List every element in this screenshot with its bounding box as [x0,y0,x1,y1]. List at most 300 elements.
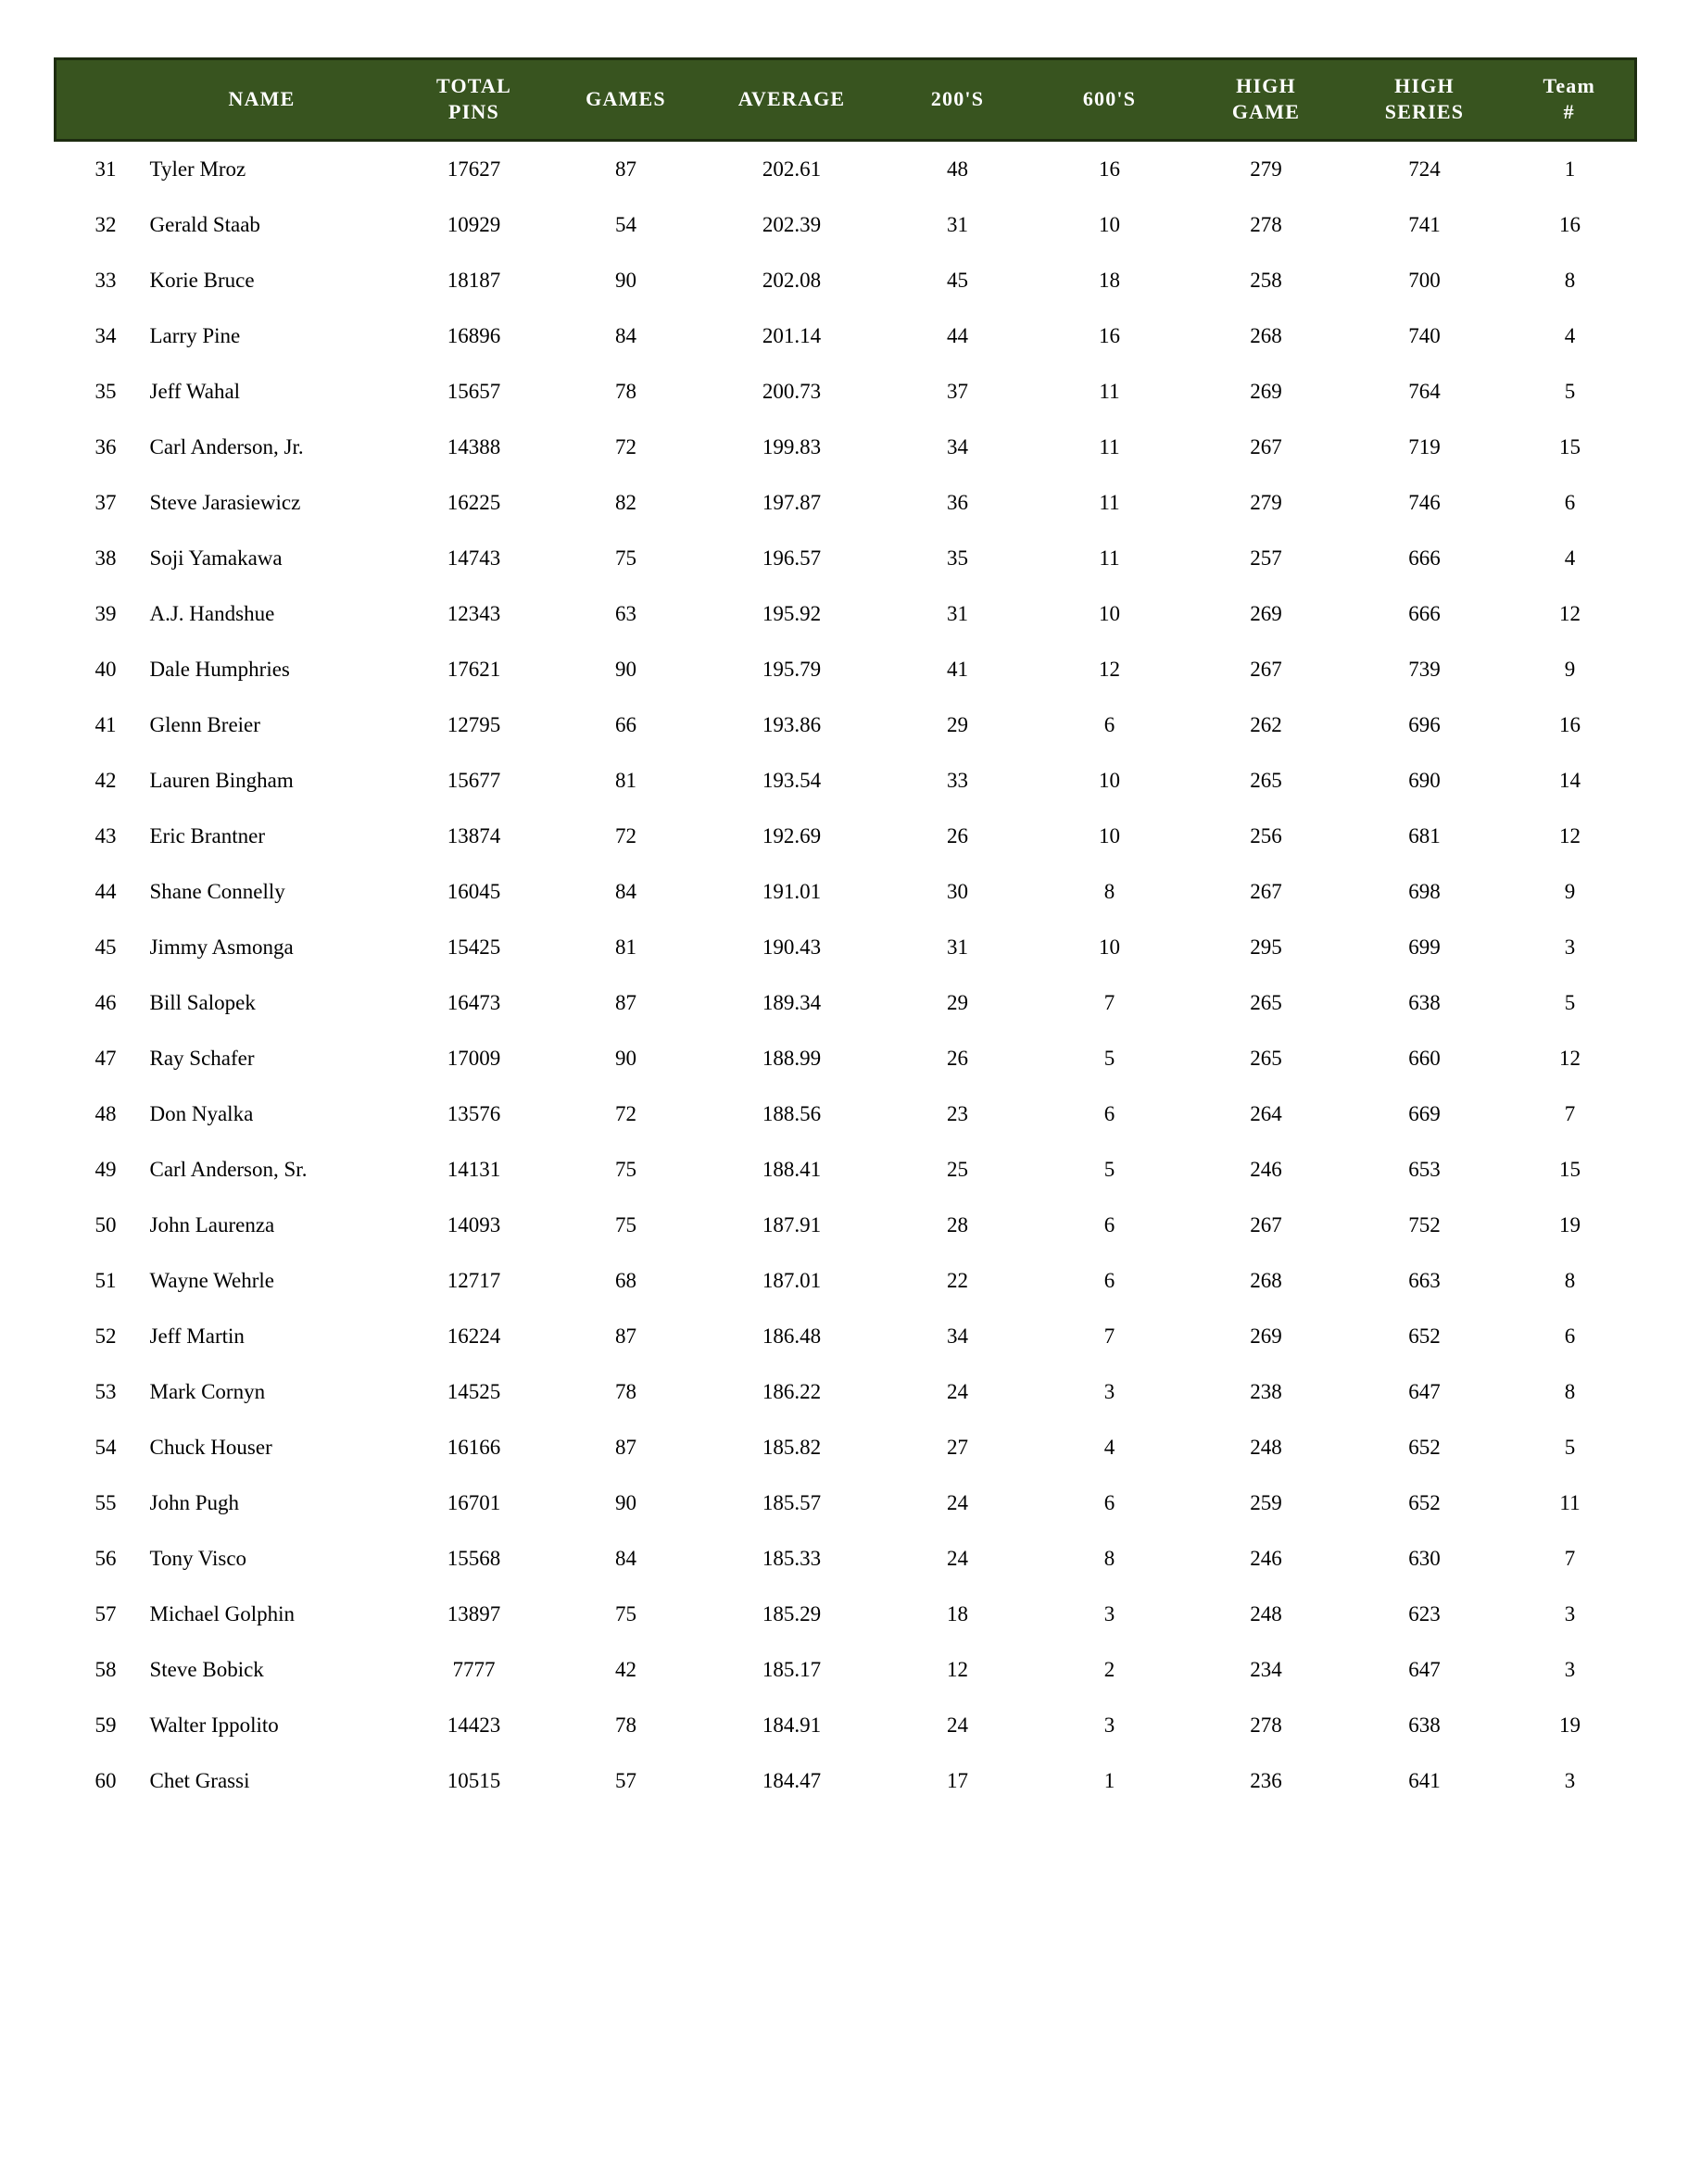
cell-name: Larry Pine [149,324,241,347]
cell-high-game: 269 [1250,380,1282,403]
cell-games: 75 [615,546,636,570]
cell-600s: 10 [1099,213,1120,236]
table-row [56,1142,1636,1198]
cell-name: Bill Salopek [149,991,256,1014]
cell-high-series: 740 [1408,324,1441,347]
cell-200s: 28 [947,1213,968,1236]
table-row [56,864,1636,920]
cell-name: Tony Visco [149,1547,247,1570]
table-row [56,531,1636,586]
table-row [56,197,1636,253]
cell-600s: 11 [1099,546,1120,570]
cell-high-game: 267 [1250,880,1282,903]
cell-games: 90 [615,1047,636,1070]
cell-team: 16 [1559,213,1581,236]
cell-name: Gerald Staab [149,213,260,236]
table-row [56,697,1636,753]
cell-total-pins: 12343 [447,602,501,625]
table-row [56,1475,1636,1531]
cell-games: 42 [615,1658,636,1681]
cell-average: 193.86 [762,713,822,736]
cell-high-series: 652 [1408,1324,1441,1348]
cell-average: 185.29 [762,1602,822,1625]
cell-name: Jeff Martin [149,1324,245,1348]
cell-total-pins: 13897 [447,1602,501,1625]
cell-600s: 11 [1099,380,1120,403]
column-header-total-pins-line2: PINS [448,99,499,123]
cell-name: Walter Ippolito [149,1713,279,1737]
cell-600s: 6 [1103,1269,1115,1292]
cell-high-game: 238 [1250,1380,1282,1403]
cell-name: Korie Bruce [149,269,255,292]
cell-name: Jeff Wahal [149,380,241,403]
cell-name: Michael Golphin [149,1602,295,1625]
table-row [56,364,1636,420]
cell-high-series: 641 [1408,1769,1441,1792]
cell-200s: 25 [947,1158,968,1181]
cell-600s: 12 [1099,658,1120,681]
cell-high-series: 696 [1408,713,1441,736]
cell-average: 186.48 [762,1324,822,1348]
cell-high-series: 638 [1408,1713,1441,1737]
cell-name: Lauren Bingham [149,769,294,792]
cell-200s: 34 [947,1324,968,1348]
cell-rank: 56 [94,1547,117,1570]
cell-high-game: 269 [1250,1324,1282,1348]
cell-200s: 17 [947,1769,968,1792]
cell-high-game: 268 [1250,324,1282,347]
cell-high-game: 259 [1250,1491,1282,1514]
cell-team: 4 [1564,324,1576,347]
cell-high-game: 262 [1250,713,1282,736]
cell-games: 78 [615,1713,636,1737]
cell-200s: 26 [947,824,968,847]
table-row [56,586,1636,642]
cell-high-game: 236 [1250,1769,1282,1792]
cell-average: 201.14 [762,324,822,347]
cell-total-pins: 15425 [447,935,501,959]
column-header-team-line2: # [1563,99,1575,123]
cell-high-game: 278 [1250,213,1282,236]
cell-name: John Pugh [149,1491,239,1514]
column-header-high-game [1188,59,1345,141]
table-row [56,753,1636,809]
cell-name: Carl Anderson, Sr. [149,1158,308,1181]
cell-rank: 59 [94,1713,117,1737]
cell-team: 6 [1564,491,1576,514]
table-row [56,1253,1636,1309]
cell-600s: 7 [1103,991,1115,1014]
cell-games: 82 [615,491,636,514]
cell-200s: 29 [947,713,968,736]
cell-600s: 10 [1099,824,1120,847]
cell-high-game: 279 [1250,491,1282,514]
cell-average: 188.56 [762,1102,822,1125]
cell-200s: 34 [947,435,968,458]
cell-average: 193.54 [762,769,822,792]
table-row [56,308,1636,364]
cell-games: 75 [615,1213,636,1236]
table-header [56,59,1636,141]
cell-200s: 29 [947,991,968,1014]
cell-600s: 6 [1103,1491,1115,1514]
cell-average: 185.17 [762,1658,822,1681]
cell-high-series: 630 [1408,1547,1441,1570]
cell-games: 57 [615,1769,636,1792]
cell-high-game: 268 [1250,1269,1282,1292]
cell-games: 75 [615,1158,636,1181]
cell-rank: 49 [94,1158,117,1181]
cell-200s: 36 [947,491,968,514]
cell-average: 184.47 [762,1769,822,1792]
table-row [56,253,1636,308]
table-row [56,1086,1636,1142]
table-row [56,975,1636,1031]
cell-rank: 36 [94,435,117,458]
cell-total-pins: 15657 [447,380,501,403]
cell-total-pins: 16166 [447,1436,501,1459]
cell-games: 87 [615,157,636,181]
cell-200s: 26 [947,1047,968,1070]
cell-total-pins: 13576 [447,1102,501,1125]
cell-high-game: 267 [1250,1213,1282,1236]
cell-total-pins: 15568 [447,1547,501,1570]
cell-600s: 11 [1099,491,1120,514]
cell-games: 63 [615,602,636,625]
cell-name: Shane Connelly [149,880,285,903]
cell-games: 78 [615,1380,636,1403]
cell-average: 192.69 [762,824,822,847]
cell-high-game: 279 [1250,157,1282,181]
cell-name: Tyler Mroz [149,157,246,181]
cell-name: Eric Brantner [149,824,266,847]
cell-team: 9 [1564,658,1576,681]
column-header-name: NAME [128,59,397,141]
cell-600s: 10 [1099,935,1120,959]
cell-average: 199.83 [762,435,822,458]
cell-rank: 46 [94,991,117,1014]
cell-600s: 6 [1103,1213,1115,1236]
cell-name: Ray Schafer [149,1047,255,1070]
column-header-high-series-line1: HIGH [1394,74,1455,97]
column-header-200s: 200'S [884,59,1032,141]
cell-games: 84 [615,1547,636,1570]
cell-team: 7 [1564,1102,1576,1125]
cell-average: 185.82 [762,1436,822,1459]
cell-600s: 6 [1103,1102,1115,1125]
cell-average: 202.08 [762,269,822,292]
table-row [56,1531,1636,1587]
cell-rank: 45 [94,935,117,959]
cell-rank: 43 [94,824,117,847]
cell-rank: 53 [94,1380,117,1403]
cell-team: 8 [1564,1269,1576,1292]
cell-600s: 6 [1103,713,1115,736]
cell-600s: 5 [1103,1047,1115,1070]
cell-high-series: 700 [1408,269,1441,292]
cell-total-pins: 17627 [447,157,501,181]
cell-team: 19 [1559,1713,1581,1737]
column-header-high-series [1345,59,1505,141]
cell-team: 3 [1564,1658,1576,1681]
cell-high-game: 265 [1250,991,1282,1014]
cell-team: 5 [1564,991,1576,1014]
cell-total-pins: 13874 [447,824,501,847]
cell-games: 87 [615,991,636,1014]
cell-name: Carl Anderson, Jr. [149,435,304,458]
cell-200s: 31 [947,602,968,625]
cell-200s: 31 [947,213,968,236]
cell-total-pins: 16224 [447,1324,501,1348]
cell-team: 1 [1564,157,1576,181]
cell-600s: 3 [1103,1713,1115,1737]
cell-name: A.J. Handshue [149,602,275,625]
table-row [56,1587,1636,1642]
cell-600s: 16 [1099,157,1120,181]
cell-rank: 35 [94,380,117,403]
cell-name: Chet Grassi [149,1769,250,1792]
column-header-high-series-line2: SERIES [1384,99,1465,123]
cell-team: 12 [1559,602,1581,625]
cell-games: 68 [615,1269,636,1292]
table-row [56,1031,1636,1086]
cell-600s: 16 [1099,324,1120,347]
cell-200s: 24 [947,1547,968,1570]
cell-high-game: 246 [1250,1547,1282,1570]
cell-total-pins: 14423 [447,1713,501,1737]
column-header-600s: 600'S [1032,59,1188,141]
cell-name: Glenn Breier [149,713,260,736]
cell-games: 78 [615,380,636,403]
cell-600s: 3 [1103,1380,1115,1403]
cell-high-series: 638 [1408,991,1441,1014]
cell-high-game: 269 [1250,602,1282,625]
cell-team: 12 [1559,1047,1581,1070]
cell-600s: 5 [1103,1158,1115,1181]
cell-high-series: 752 [1408,1213,1441,1236]
cell-games: 84 [615,324,636,347]
cell-team: 15 [1559,1158,1581,1181]
cell-rank: 54 [94,1436,117,1459]
cell-total-pins: 17621 [447,658,501,681]
cell-team: 15 [1559,435,1581,458]
cell-team: 11 [1559,1491,1581,1514]
cell-team: 8 [1564,1380,1576,1403]
cell-team: 8 [1564,269,1576,292]
cell-name: Soji Yamakawa [149,546,283,570]
cell-team: 5 [1564,380,1576,403]
cell-high-game: 265 [1250,1047,1282,1070]
cell-200s: 37 [947,380,968,403]
cell-rank: 57 [94,1602,117,1625]
cell-games: 72 [615,1102,636,1125]
column-header-rank [56,59,128,141]
cell-games: 66 [615,713,636,736]
cell-200s: 27 [947,1436,968,1459]
cell-rank: 47 [94,1047,117,1070]
cell-high-game: 267 [1250,435,1282,458]
cell-average: 185.57 [762,1491,822,1514]
cell-200s: 35 [947,546,968,570]
cell-name: John Laurenza [149,1213,275,1236]
cell-total-pins: 7777 [452,1658,496,1681]
cell-rank: 32 [94,213,117,236]
cell-rank: 41 [94,713,117,736]
cell-average: 202.39 [762,213,822,236]
cell-200s: 31 [947,935,968,959]
cell-high-game: 246 [1250,1158,1282,1181]
cell-games: 87 [615,1436,636,1459]
cell-high-game: 267 [1250,658,1282,681]
cell-600s: 3 [1103,1602,1115,1625]
table-row [56,1753,1636,1809]
cell-high-game: 258 [1250,269,1282,292]
cell-high-series: 623 [1408,1602,1441,1625]
cell-games: 90 [615,1491,636,1514]
column-header-high-game-line2: GAME [1231,99,1301,123]
cell-200s: 45 [947,269,968,292]
cell-total-pins: 10515 [447,1769,501,1792]
cell-high-series: 698 [1408,880,1441,903]
table-row [56,642,1636,697]
cell-600s: 18 [1099,269,1120,292]
cell-high-series: 666 [1408,546,1441,570]
cell-200s: 24 [947,1380,968,1403]
cell-200s: 44 [947,324,968,347]
cell-200s: 12 [947,1658,968,1681]
cell-600s: 8 [1103,880,1115,903]
cell-total-pins: 18187 [447,269,501,292]
cell-games: 81 [615,935,636,959]
cell-high-series: 669 [1408,1102,1441,1125]
column-header-high-game-line1: HIGH [1236,74,1296,97]
cell-average: 185.33 [762,1547,822,1570]
column-header-team-line1: Team [1543,74,1596,97]
cell-name: Don Nyalka [149,1102,254,1125]
cell-total-pins: 16473 [447,991,501,1014]
cell-average: 191.01 [762,880,822,903]
table-row [56,1364,1636,1420]
cell-total-pins: 16225 [447,491,501,514]
cell-200s: 33 [947,769,968,792]
table-row [56,920,1636,975]
table-row [56,1420,1636,1475]
cell-average: 186.22 [762,1380,822,1403]
cell-high-series: 666 [1408,602,1441,625]
header-row [56,59,1636,141]
cell-average: 202.61 [762,157,822,181]
cell-name: Wayne Wehrle [149,1269,274,1292]
cell-high-series: 764 [1408,380,1441,403]
cell-200s: 22 [947,1269,968,1292]
cell-600s: 1 [1103,1769,1115,1792]
column-header-team [1505,59,1636,141]
cell-high-game: 265 [1250,769,1282,792]
cell-average: 188.41 [762,1158,822,1181]
cell-total-pins: 12795 [447,713,501,736]
cell-team: 14 [1559,769,1581,792]
cell-average: 189.34 [762,991,822,1014]
cell-high-game: 234 [1250,1658,1282,1681]
table-row [56,141,1636,198]
cell-games: 87 [615,1324,636,1348]
cell-total-pins: 14743 [447,546,501,570]
cell-600s: 11 [1099,435,1120,458]
cell-rank: 34 [94,324,117,347]
cell-games: 72 [615,824,636,847]
cell-average: 197.87 [762,491,822,514]
column-header-games: GAMES [552,59,700,141]
cell-rank: 48 [94,1102,117,1125]
cell-total-pins: 16045 [447,880,501,903]
column-header-average: AVERAGE [700,59,884,141]
cell-rank: 33 [94,269,117,292]
cell-games: 84 [615,880,636,903]
cell-rank: 51 [94,1269,117,1292]
cell-600s: 10 [1099,769,1120,792]
cell-average: 200.73 [762,380,822,403]
cell-average: 184.91 [762,1713,822,1737]
cell-games: 72 [615,435,636,458]
table-row [56,1309,1636,1364]
cell-high-game: 248 [1250,1436,1282,1459]
cell-200s: 24 [947,1491,968,1514]
cell-rank: 58 [94,1658,117,1681]
cell-high-series: 653 [1408,1158,1441,1181]
cell-name: Steve Jarasiewicz [149,491,301,514]
cell-600s: 2 [1103,1658,1115,1681]
column-header-total-pins [397,59,552,141]
cell-rank: 44 [94,880,117,903]
cell-games: 54 [615,213,636,236]
cell-high-series: 660 [1408,1047,1441,1070]
cell-rank: 52 [94,1324,117,1348]
cell-200s: 48 [947,157,968,181]
cell-name: Dale Humphries [149,658,290,681]
cell-high-series: 652 [1408,1436,1441,1459]
cell-high-series: 746 [1408,491,1441,514]
cell-games: 90 [615,658,636,681]
cell-average: 195.92 [762,602,822,625]
cell-team: 6 [1564,1324,1576,1348]
table-row [56,1698,1636,1753]
cell-total-pins: 16896 [447,324,501,347]
cell-rank: 42 [94,769,117,792]
cell-high-series: 724 [1408,157,1441,181]
cell-games: 90 [615,269,636,292]
cell-600s: 4 [1103,1436,1115,1459]
cell-200s: 41 [947,658,968,681]
cell-rank: 40 [94,658,117,681]
cell-high-game: 248 [1250,1602,1282,1625]
cell-200s: 23 [947,1102,968,1125]
cell-high-series: 699 [1408,935,1441,959]
cell-total-pins: 14388 [447,435,501,458]
cell-average: 187.01 [762,1269,822,1292]
cell-rank: 50 [94,1213,117,1236]
cell-high-game: 257 [1250,546,1282,570]
cell-games: 81 [615,769,636,792]
cell-team: 5 [1564,1436,1576,1459]
cell-total-pins: 14525 [447,1380,501,1403]
cell-high-series: 647 [1408,1380,1441,1403]
table-row [56,1198,1636,1253]
cell-rank: 60 [94,1769,117,1792]
cell-high-game: 256 [1250,824,1282,847]
cell-team: 3 [1564,1602,1576,1625]
cell-high-series: 739 [1408,658,1441,681]
cell-rank: 37 [94,491,117,514]
